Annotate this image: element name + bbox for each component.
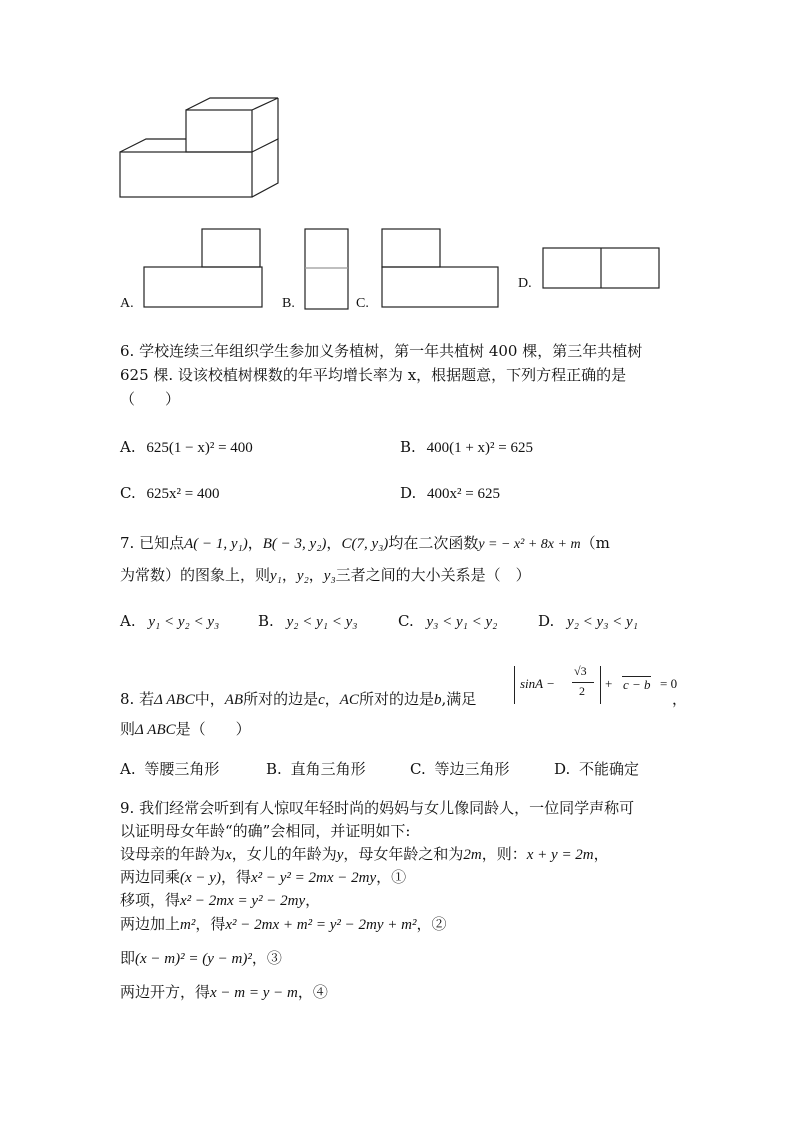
q7-line1 [120,532,610,556]
q9-line3 [120,843,609,866]
option-d-view [542,247,662,291]
q7-prefix: 7. 已知点 [120,534,185,552]
q6-option-a-label: A. [120,438,136,456]
q8-triangle: Δ ABC [154,692,195,708]
option-d-label: D. [518,276,532,291]
q6-option-c-expr: 625x² = 400 [146,486,220,502]
q8-c: c [318,692,325,708]
q8-line2a: 则 [120,720,136,738]
q9-text: ，② [416,915,447,933]
option-b-label: B. [282,296,295,311]
q9-y: y [336,847,344,863]
q9-text: 两边加上 [120,915,181,933]
q7-comma: ， [308,566,324,584]
q8-eq-num: √3 [574,664,587,678]
q7-option-d-label: D. [538,612,555,630]
q9-text: ， [593,845,609,863]
q9-line1: 9. 我们经常会听到有人惊叹年轻时尚的妈妈与女儿像同龄人，一位同学声称可 [120,799,635,817]
q9-line5 [120,889,320,912]
q9-text: ，④ [297,983,328,1001]
q7-option-a [120,610,219,633]
q6-option-d-expr: 400x² = 625 [427,486,501,502]
q8-option-c [410,758,510,780]
q9-line7 [120,947,282,970]
q8-prefix: 8. 若 [120,690,155,708]
q6-option-a [120,436,253,459]
q7-comma: ， [281,566,297,584]
q7-option-c [398,610,497,633]
q9-eq: x + y = 2m [526,847,594,863]
q8-eq-den: 2 [579,684,585,698]
q9-2m: 2m [463,847,482,863]
q9-text: ，则： [481,845,527,863]
q8-text: ,满足 [441,690,477,708]
q7-option-b-label: B. [258,612,274,630]
q9-text: ，母女年龄之和为 [343,845,464,863]
q7-paren: （m [580,534,610,552]
option-c-label: C. [356,296,369,311]
q8-eq-plus: + [605,676,613,691]
q7-y2: y₂ [296,568,309,584]
q9-eq: x² − 2mx + m² = y² − 2my + m² [225,917,417,933]
q7-option-a-expr: y₁ < y₂ < y₃ [148,614,220,630]
q8-option-c-text: 等边三角形 [434,760,510,778]
q9-text: ，女儿的年龄为 [231,845,337,863]
q9-line8 [120,981,328,1004]
q7-line2b: 三者之间的大小关系是（ ） [335,566,531,584]
q7-option-b-expr: y₂ < y₁ < y₃ [286,614,358,630]
q9-text: ，③ [251,949,282,967]
q9-factor: (x − y) [180,870,221,886]
q8-option-d [554,758,639,780]
q8-text: ， [324,690,340,708]
q7-function: y = − x² + 8x + m [478,537,581,552]
q9-text: 设母亲的年龄为 [120,845,226,863]
q8-text: 中， [194,690,225,708]
q7-point-b: B( − 3, y₂) [262,536,327,552]
q9-text: 两边同乘 [120,868,181,886]
q8-comma: ， [672,690,688,708]
q9-line4 [120,866,406,889]
q9-eq: (x − m)² = (y − m)² [135,951,252,967]
option-c-view [381,228,501,310]
q8-option-d-text: 不能确定 [579,760,640,778]
q9-text: 两边开方，得 [120,983,211,1001]
option-a-label: A. [120,296,134,311]
q7-line2a: 为常数）的图象上，则 [120,566,271,584]
q7-point-a: A( − 1, y₁) [184,536,248,552]
q6-option-d [400,482,500,505]
q6-line3: （ ） [120,390,181,408]
q8-b: b [433,692,442,708]
q6-line1: 6. 学校连续三年组织学生参加义务植树，第一年共植树 400 棵，第三年共植树 [120,342,643,360]
q8-option-c-label: C. [410,760,426,778]
q9-eq: x² − 2mx = y² − 2my [180,893,306,909]
q8-ac: AC [339,692,359,708]
q7-sep: ， [326,534,342,552]
q8-option-a-label: A. [120,760,136,778]
q6-option-c-label: C. [120,484,136,502]
option-b-view [304,228,350,312]
q8-option-a-text: 等腰三角形 [144,760,220,778]
q7-y3: y₃ [323,568,336,584]
q9-line6 [120,913,446,936]
q7-mid: 均在二次函数 [388,534,479,552]
q9-text: ，得 [195,915,226,933]
q7-option-c-label: C. [398,612,414,630]
q8-option-a [120,758,219,780]
q9-text: ， [305,891,321,909]
q6-option-d-label: D. [400,484,417,502]
q8-line2 [120,718,251,741]
q8-equation [514,664,682,708]
q9-eq: x² − y² = 2mx − 2my [250,870,377,886]
q9-text: ，得 [220,868,251,886]
q9-m2: m² [180,917,196,933]
q8-text: 所对的边是 [358,690,434,708]
q8-triangle: Δ ABC [135,722,176,738]
q9-x: x [225,847,232,863]
q8-option-d-label: D. [554,760,571,778]
q9-text: 即 [120,949,136,967]
q9-eq: x − m = y − m [210,985,298,1001]
q7-line2 [120,564,531,587]
q8-option-b-label: B. [266,760,282,778]
q7-option-c-expr: y₃ < y₁ < y₂ [426,614,498,630]
q8-eq-sin: sinA − [520,676,555,691]
q8-eq-zero: = 0 [660,676,678,691]
q6-option-c [120,482,219,505]
q8-text: 所对的边是 [243,690,319,708]
q9-line2: 以证明母女年龄“的确”会相同，并证明如下: [120,822,411,840]
q6-option-b [400,436,533,459]
q8-line1 [120,688,476,711]
q6-line2: 625 棵. 设该校植树棵数的年平均增长率为 x，根据题意，下列方程正确的是 [120,366,627,384]
q8-line2b: 是（ ） [175,720,251,738]
q7-option-b [258,610,357,633]
q8-option-b-text: 直角三角形 [290,760,366,778]
q7-option-a-label: A. [120,612,136,630]
q7-option-d [538,610,638,633]
q8-eq-root: c − b [623,677,651,692]
q7-y1: y₁ [270,568,282,584]
q8-ab: AB [224,692,244,708]
q6-option-b-expr: 400(1 + x)² = 625 [426,440,533,456]
q6-option-a-expr: 625(1 − x)² = 400 [146,440,253,456]
q8-option-b [266,758,366,780]
solid-figure [110,90,290,205]
q7-option-d-expr: y₂ < y₃ < y₁ [567,614,638,630]
q6-option-b-label: B. [400,438,416,456]
option-a-view [143,228,265,310]
q7-point-c: C(7, y₃) [341,536,389,552]
q7-sep: ， [247,534,263,552]
q9-text: ，① [376,868,407,886]
q9-text: 移项，得 [120,891,181,909]
